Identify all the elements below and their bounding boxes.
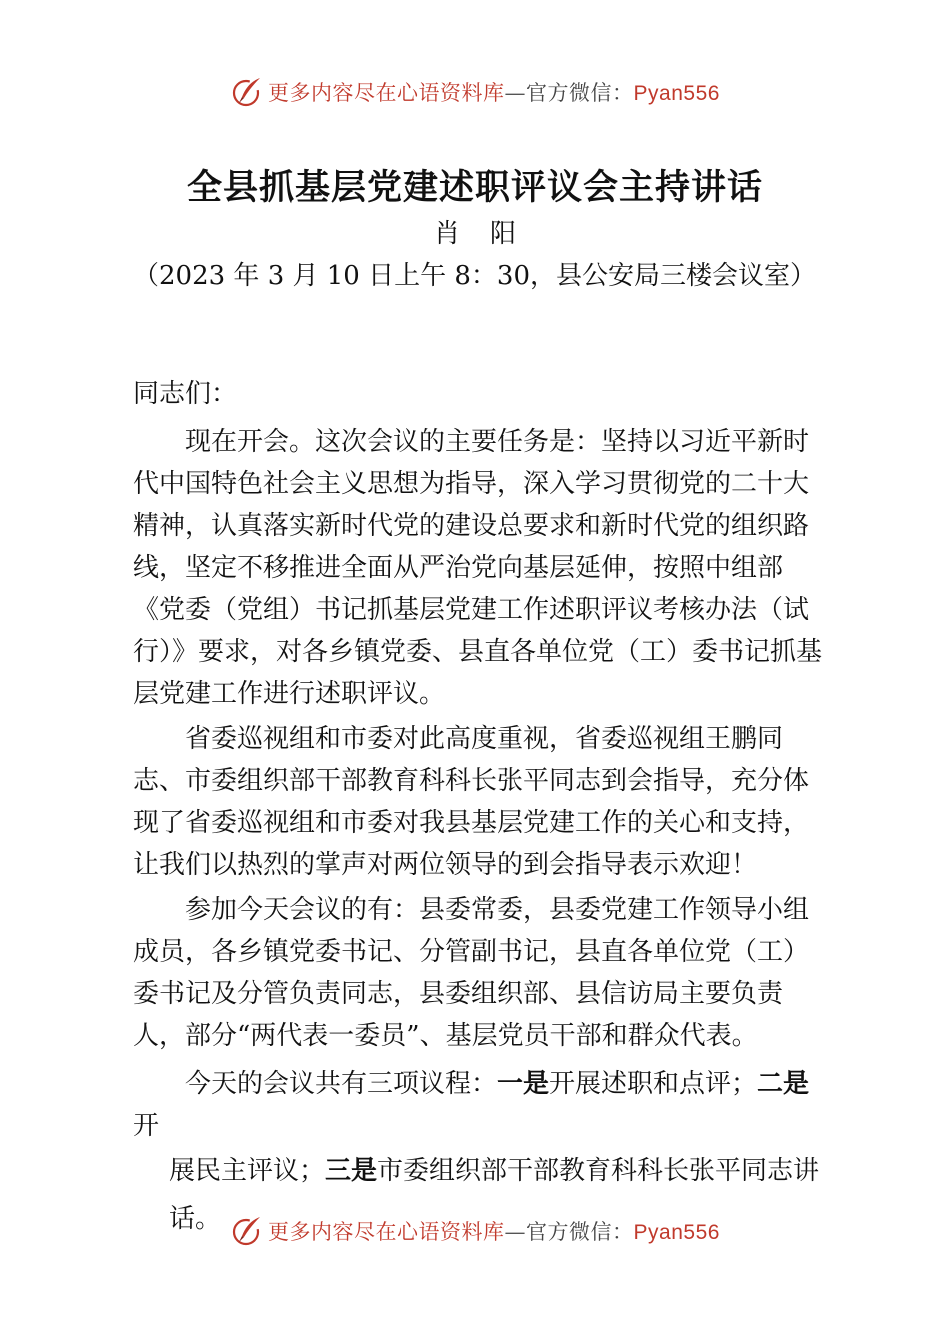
banner-wechat-id: Pyan556 <box>633 82 720 105</box>
document-meta: （2023 年 3 月 10 日上午 8：30，县公安局三楼会议室） <box>133 261 817 291</box>
agenda-intro: 今天的会议共有三项议程： <box>185 1069 498 1099</box>
banner-main-text: 更多内容尽在心语资料库 <box>268 81 505 105</box>
banner-main-text: 更多内容尽在心语资料库 <box>268 1220 505 1244</box>
agenda-item-2-text-a: 开 <box>133 1111 160 1141</box>
agenda-item-1-label: 一是 <box>497 1069 550 1099</box>
paragraph-3: 参加今天会议的有：县委常委，县委党建工作领导小组成员，各乡镇党委书记、分管副书记，县直各单位党（工）委书记及分管负责同志，县委组织部、县信访局主要负责人，部分“两代表一委员”、基层党员干部和群众代表。 <box>133 895 810 1051</box>
agenda-item-3-text: 市委组织部干部教育科科长张平同志讲话。 <box>169 1156 820 1234</box>
agenda-item-2-text-b: 展民主评议； <box>169 1156 326 1186</box>
quill-pen-circle-icon <box>230 75 264 109</box>
greeting: 同志们： <box>133 379 238 409</box>
paragraph-2: 省委巡视组和市委对此高度重视，省委巡视组王鹏同志、市委组织部干部教育科科长张平同志到会指导，充分体现了省委巡视组和市委对我县基层党建工作的关心和支持，让我们以热烈的掌声对两位领导的到会指导表示欢迎！ <box>133 724 810 880</box>
banner-separator: — <box>504 81 527 105</box>
agenda-item-3-label: 三是 <box>325 1156 378 1186</box>
banner-official-label: 官方微信： <box>526 1220 634 1244</box>
header-banner <box>0 72 950 112</box>
agenda-line-1 <box>133 1063 823 1147</box>
agenda-item-2-label: 二是 <box>757 1069 810 1099</box>
document-title: 全县抓基层党建述职评议会主持讲话 <box>186 167 763 208</box>
banner-official-label: 官方微信： <box>526 81 634 105</box>
document-body <box>133 373 823 1243</box>
footer-banner <box>0 1211 950 1251</box>
quill-pen-circle-icon <box>230 1214 264 1248</box>
document-author: 肖阳 <box>433 219 546 249</box>
paragraph-1: 现在开会。这次会议的主要任务是：坚持以习近平新时代中国特色社会主义思想为指导，深入学习贯彻党的二十大精神，认真落实新时代党的建设总要求和新时代党的组织路线，坚定不移推进全面从严治党向基层延伸，按照中组部《党委（党组）书记抓基层党建工作述职评议考核办法（试行）》要求，对各乡镇党委、县直各单位党（工）委书记抓基层党建工作进行述职评议。 <box>133 427 823 709</box>
banner-separator: — <box>504 1220 527 1244</box>
banner-text <box>268 1216 720 1246</box>
banner-text <box>268 77 720 107</box>
agenda-item-1-text: 开展述职和点评； <box>549 1069 758 1099</box>
banner-wechat-id: Pyan556 <box>633 1221 720 1244</box>
